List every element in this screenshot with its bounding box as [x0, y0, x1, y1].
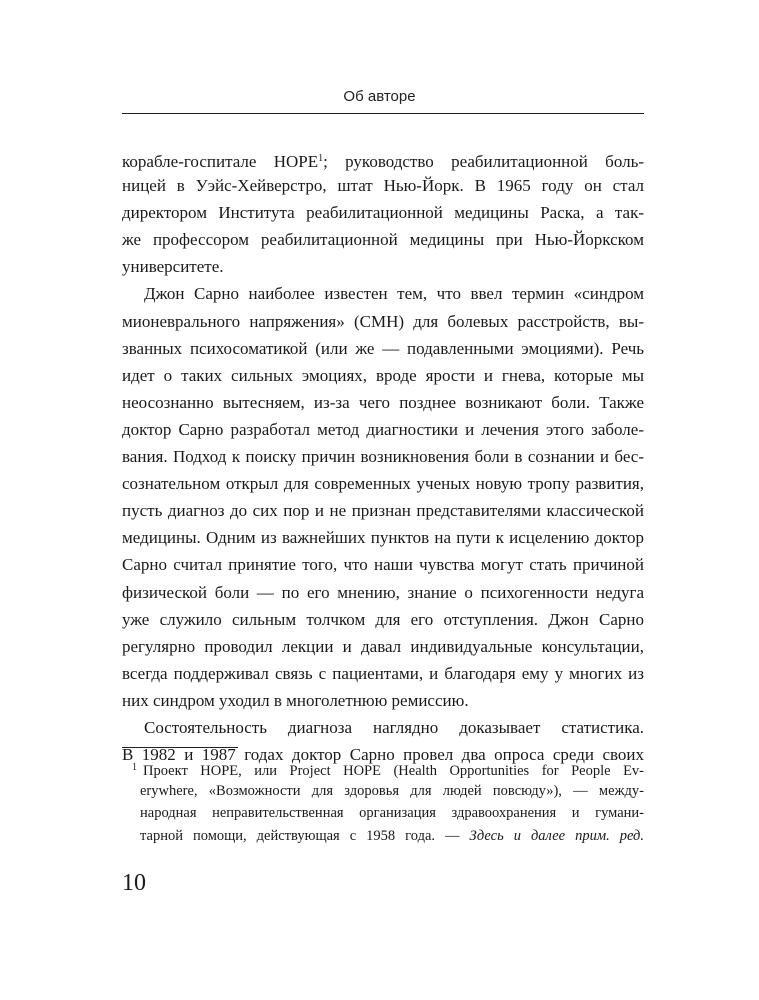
body-line: же профессором реабилитационной медицины при Нью-Йоркском [122, 230, 644, 250]
header-rule [122, 113, 644, 114]
body-line: доктор Сарно разработал метод диагностики и лечения этого заболе- [122, 419, 644, 439]
body-line: неосознанно вытесняем, из-за чего позднее возникают боли. Также [122, 392, 644, 412]
footnote-reference: 1 [318, 153, 324, 164]
body-line: пусть диагноз до сих пор и не признан представителями классической [122, 501, 644, 521]
body-line: медицины. Одним из важнейших пунктов на пути к исцелению доктор [122, 528, 644, 548]
footnote-marker: 1 [132, 762, 137, 773]
body-line: мионеврального напряжения» (СМН) для болевых расстройств, вы- [122, 311, 644, 331]
body-line: университете. [122, 257, 224, 277]
body-line: физической боли — по его мнению, знание о психогенности недуга [122, 582, 644, 602]
body-line: Сарно считал принятие того, что наши чувства могут стать причиной [122, 555, 644, 575]
footnote-rule [122, 747, 238, 748]
body-line: В 1982 и 1987 годах доктор Сарно провел два опроса среди своих [122, 745, 644, 765]
footnote-line: тарной помощи, действующая с 1958 года. — Здесь и далее прим. ред. [140, 827, 644, 844]
footnote-line: $^1$ Проект HOPE, или Project HOPE (Health Opportunities for People Ev- [132, 762, 644, 779]
body-line: сознательном открыл для современных ученых новую тропу развития, [122, 474, 644, 494]
footnote [122, 757, 644, 847]
running-head: Об авторе [343, 88, 416, 105]
body-line: корабле-госпитале HOPE$^1$; руководство реабилитационной боль- [122, 152, 644, 171]
page-number: 10 [122, 870, 146, 896]
body-line: них синдром уходил в многолетнюю ремиссию. [122, 690, 469, 710]
footnote-line: народная неправительственная организация здравоохранения и гумани- [140, 805, 644, 822]
body-text [122, 145, 644, 768]
body-line: директором Института реабилитационной медицины Раска, а так- [122, 203, 644, 223]
footnote-line: erywhere, «Возможности для здоровья для людей повсюду»), — между- [140, 782, 644, 799]
body-line: регулярно проводил лекции и давал индивидуальные консультации, [122, 636, 644, 656]
paragraph-start: Состоятельность диагноза наглядно доказывает статистика. [144, 717, 644, 737]
editor-note: Здесь и далее прим. ред. [469, 827, 644, 844]
body-line: уже служило сильным толчком для его отступления. Джон Сарно [122, 609, 644, 629]
body-line: званных психосоматикой (или же — подавленными эмоциями). Речь [122, 338, 644, 358]
body-line: идет о таких сильных эмоциях, вроде ярости и гнева, которые мы [122, 365, 644, 385]
paragraph-start: Джон Сарно наиболее известен тем, что ввел термин «синдром [144, 284, 644, 304]
body-line: ницей в Уэйс-Хейверстро, штат Нью-Йорк. В 1965 году он стал [122, 176, 644, 196]
body-line: вания. Подход к поиску причин возникновения боли в сознании и бес- [122, 447, 644, 467]
body-line: всегда поддерживал связь с пациентами, и благодаря ему у многих из [122, 663, 644, 683]
